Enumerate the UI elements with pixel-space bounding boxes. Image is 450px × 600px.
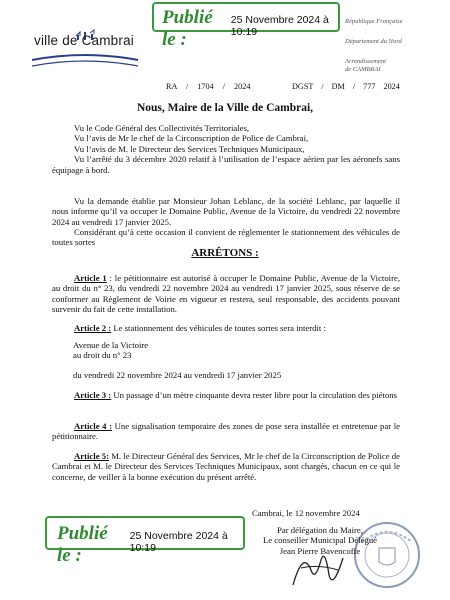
article-3-label: Article 3 : bbox=[74, 390, 112, 400]
document-title: Nous, Maire de la Ville de Cambrai, bbox=[136, 102, 314, 114]
request-paragraph: Vu la demande établie par Monsieur Johan Leblanc, de la société Leblanc, par laquelle il nous informe qu’il va occuper le Domaine Public, Avenue de la Victoire, du vendredi 22 novembre 2024 au vendredi 17 janvier 2025. bbox=[52, 196, 400, 227]
department-label: Département du Nord bbox=[345, 38, 402, 45]
article-1-label: Article 1 bbox=[74, 273, 107, 283]
published-date: 25 Novembre 2024 à 10:19 bbox=[129, 530, 228, 554]
administrative-header bbox=[345, 18, 445, 74]
published-stamp-top bbox=[152, 2, 340, 50]
visa-line: Vu l’avis de Mr le chef de la Circonscription de Police de Cambrai, bbox=[74, 133, 309, 144]
article-1 bbox=[52, 273, 400, 315]
signature-name: Jean Pierre Bavencoffe bbox=[279, 545, 361, 556]
article-2-number: au droit du n° 23 bbox=[73, 350, 132, 361]
article-2-text: Le stationnement des véhicules de toutes sortes sera interdit : bbox=[111, 323, 326, 333]
article-3-text: Un passage d’un mètre cinquante devra rester libre pour la circulation des piétons bbox=[111, 390, 398, 400]
article-2-place bbox=[73, 340, 373, 361]
article-2-label: Article 2 : bbox=[74, 323, 112, 333]
reference-right: DGST / DM / 777 2024 bbox=[292, 82, 400, 91]
article-4-text: Une signalisation temporaire des zones de pose sera installée et entretenue par le pétitionnaire. bbox=[52, 421, 400, 442]
arrondissement-label: Arrondissement bbox=[345, 58, 386, 65]
signature-block bbox=[240, 525, 400, 556]
visas-block bbox=[52, 123, 400, 175]
article-2-street: Avenue de la Victoire bbox=[73, 340, 149, 350]
republic-label: République Française bbox=[345, 18, 403, 25]
published-label: Publié le : bbox=[57, 523, 108, 566]
published-label: Publié le : bbox=[162, 7, 213, 50]
article-4-label: Article 4 : bbox=[74, 421, 112, 431]
article-5 bbox=[52, 451, 400, 482]
article-2 bbox=[52, 323, 400, 333]
considering-paragraph: Considérant qu’à cette occasion il convient de réglementer le stationnement des véhicules de toutes sortes bbox=[52, 227, 400, 248]
published-stamp-bottom bbox=[45, 516, 245, 566]
article-1-text: : le pétitionnaire est autorisé à occuper le Domaine Public, Avenue de la Victoire, au droit du n° 23, du vendredi 22 novembre 2024 au vendredi 17 janvier 2025, sous réserve de se conformer au Règlement de Voirie en vigueur et restera, seul responsable, des accidents pouvant survenir du fait de cette installation. bbox=[52, 273, 401, 315]
visa-line: Vu l’avis de M. le Directeur des Services Techniques Municipaux, bbox=[74, 143, 305, 154]
reference-left: RA / 1704 / 2024 bbox=[166, 82, 251, 91]
city-logo-text: ville de Cambrai bbox=[34, 33, 134, 48]
article-3 bbox=[52, 390, 400, 400]
signature-place-date: Cambrai, le 12 novembre 2024 bbox=[252, 508, 360, 518]
visa-line: Vu l’arrêté du 3 décembre 2020 relatif à l’utilisation de l’espace aérien par les aéronefs sans équipage à bord. bbox=[52, 154, 400, 175]
visa-line: Vu le Code Général des Collectivités Territoriales, bbox=[74, 123, 250, 133]
article-5-text: M. le Directeur Général des Services, Mr le chef de la Circonscription de Police de Cambrai et M. le Directeur des Services Techniques Municipaux, sont chargés, chacun en ce qui le concerne, de veiller à la bonne exécution du présent arrêté. bbox=[52, 451, 400, 482]
arrondissement-name: de CAMBRAI bbox=[345, 66, 381, 73]
arretons-heading: ARRÊTONS : bbox=[191, 247, 259, 259]
city-logo bbox=[30, 22, 140, 72]
article-2-period: du vendredi 22 novembre 2024 au vendredi 17 janvier 2025 bbox=[73, 370, 282, 380]
article-5-label: Article 5: bbox=[74, 451, 109, 461]
signature-delegation: Par délégation du Maire, bbox=[277, 525, 363, 535]
article-4 bbox=[52, 421, 400, 442]
signature-role: Le conseiller Municipal Délégué bbox=[262, 535, 378, 546]
published-date: 25 Novembre 2024 à 10:19 bbox=[230, 14, 329, 38]
